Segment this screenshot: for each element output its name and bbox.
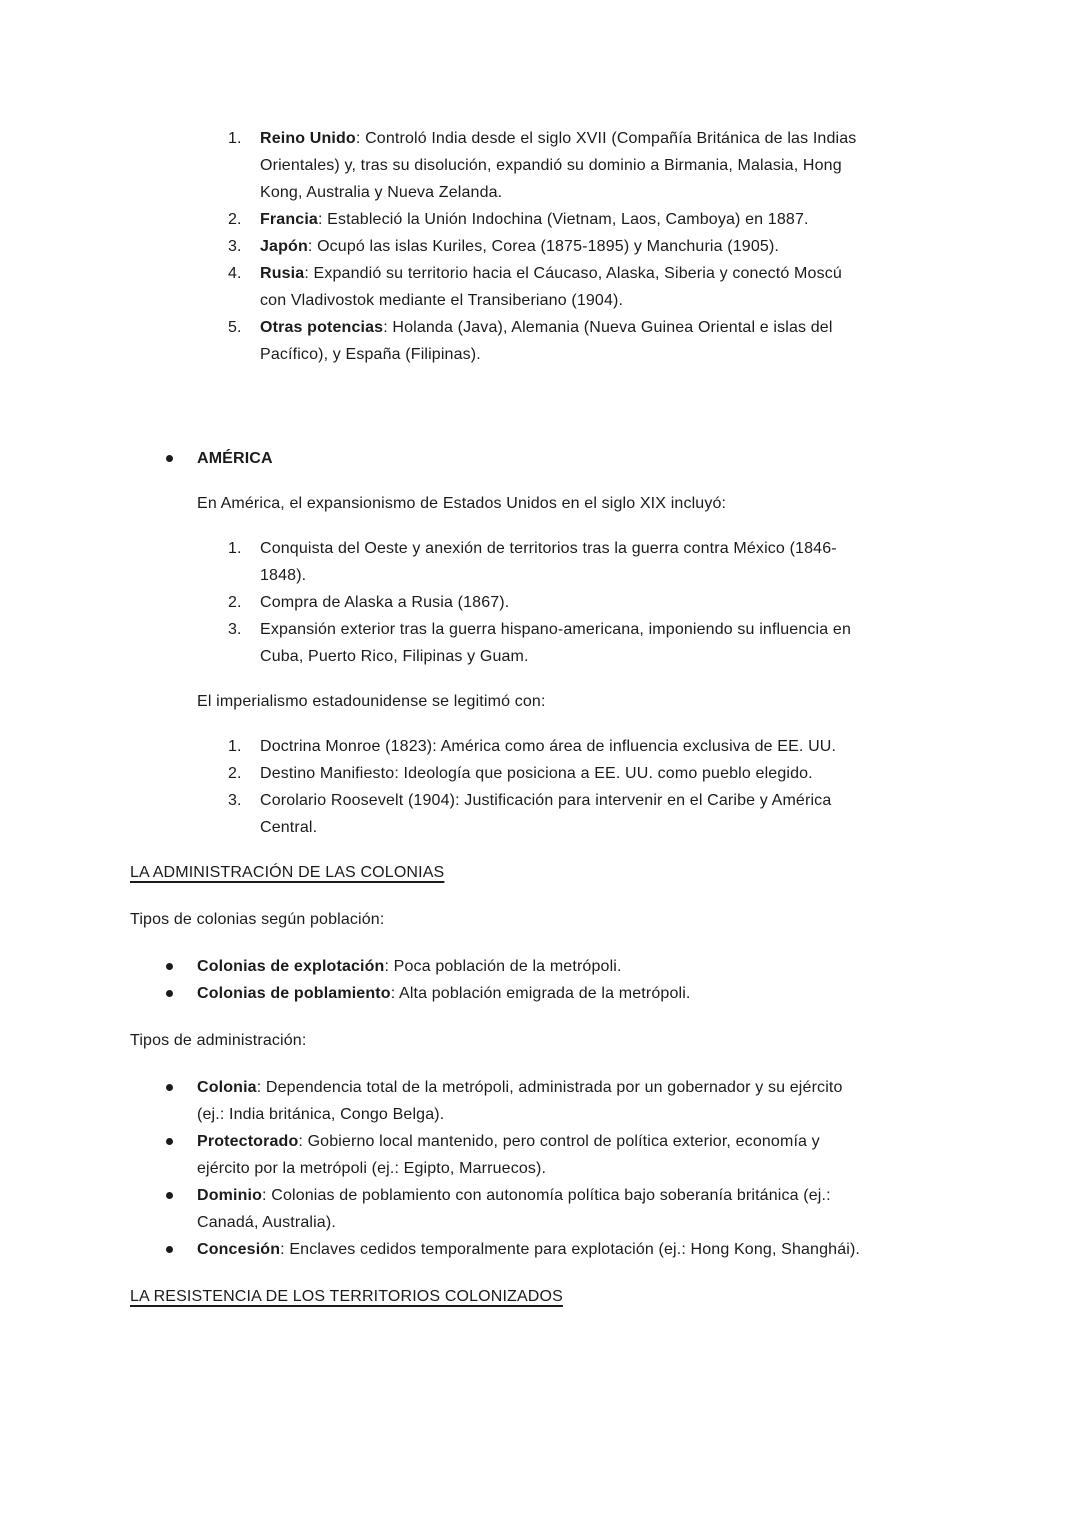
america-heading-label: AMÉRICA — [197, 450, 273, 467]
item-rest: : Colonias de poblamiento con autonomía política bajo soberanía británica (ej.: Canadá, Australia). — [197, 1187, 831, 1231]
item-text — [197, 1133, 820, 1177]
colonial-powers-list — [130, 125, 950, 368]
item-rest: : Dependencia total de la metrópoli, administrada por un gobernador y su ejército (ej.: India británica, Congo Belga). — [197, 1079, 843, 1123]
item-text: Compra de Alaska a Rusia (1867). — [260, 594, 510, 611]
item-lead: Reino Unido — [260, 130, 356, 147]
list-item — [130, 616, 870, 670]
item-text — [197, 985, 691, 1002]
item-text — [197, 1079, 843, 1123]
item-text — [260, 238, 779, 255]
item-text — [197, 958, 622, 975]
bullet-icon — [166, 1192, 173, 1199]
administration-types-list — [130, 1074, 950, 1263]
item-lead: Japón — [260, 238, 308, 255]
bullet-icon — [166, 1138, 173, 1145]
item-rest: : Estableció la Unión Indochina (Vietnam, Laos, Camboya) en 1887. — [317, 211, 809, 228]
list-item-rusia — [130, 260, 870, 314]
item-rest: : Holanda (Java), Alemania (Nueva Guinea Oriental e islas del Pacífico), y España (Filipinas). — [260, 319, 833, 363]
item-lead: Concesión — [197, 1241, 281, 1258]
population-intro-paragraph: Tipos de colonias según población: — [130, 911, 385, 928]
section-heading-administration: LA ADMINISTRACIÓN DE LAS COLONIAS — [130, 864, 445, 881]
america-intro-paragraph: En América, el expansionismo de Estados Unidos en el siglo XIX incluyó: — [197, 495, 727, 512]
us-expansion-list — [130, 535, 950, 670]
item-lead: Colonia — [197, 1079, 257, 1096]
item-rest: : Controló India desde el siglo XVII (Compañía Británica de las Indias Orientales) y, tras su disolución, expandió su dominio a Birmania, Malasia, Hong Kong, Australia y Nueva Zelanda. — [260, 130, 857, 201]
list-item-japon — [130, 233, 870, 260]
item-lead: Colonias de explotación — [197, 958, 385, 975]
item-rest: : Expandió su territorio hacia el Cáucaso, Alaska, Siberia y conectó Moscú con Vladivostok mediante el Transiberiano (1904). — [260, 265, 842, 309]
list-item-protectorado — [130, 1128, 867, 1182]
list-number: 2. — [228, 211, 242, 228]
item-text: Destino Manifiesto: Ideología que posiciona a EE. UU. como pueblo elegido. — [260, 765, 813, 782]
list-item-colonias-explotacion — [130, 953, 867, 980]
item-text: Expansión exterior tras la guerra hispano-americana, imponiendo su influencia en Cuba, Puerto Rico, Filipinas y Guam. — [260, 621, 851, 665]
item-lead: Dominio — [197, 1187, 263, 1204]
blank-paragraph-spacer — [130, 386, 950, 445]
item-text — [197, 1187, 831, 1231]
list-item — [130, 535, 870, 589]
item-text: Corolario Roosevelt (1904): Justificación para intervenir en el Caribe y América Central. — [260, 792, 832, 836]
item-text — [260, 319, 833, 363]
list-number: 1. — [228, 540, 242, 557]
admin-intro-paragraph: Tipos de administración: — [130, 1032, 307, 1049]
item-lead: Francia — [260, 211, 318, 228]
list-item-dominio — [130, 1182, 867, 1236]
list-item-concesion — [130, 1236, 867, 1263]
item-rest: : Poca población de la metrópoli. — [384, 958, 622, 975]
list-number: 2. — [228, 765, 242, 782]
list-item-reino-unido — [130, 125, 870, 206]
list-item-otras-potencias — [130, 314, 870, 368]
list-item — [130, 787, 870, 841]
list-item — [130, 589, 870, 616]
item-lead: Rusia — [260, 265, 305, 282]
item-rest: : Alta población emigrada de la metrópoli. — [390, 985, 691, 1002]
item-text — [260, 211, 809, 228]
section-heading-resistance: LA RESISTENCIA DE LOS TERRITORIOS COLONIZADOS — [130, 1288, 563, 1305]
legitimacy-list — [130, 733, 950, 841]
item-text — [260, 265, 842, 309]
item-text — [260, 130, 856, 201]
item-rest: : Ocupó las islas Kuriles, Corea (1875-1895) y Manchuria (1905). — [307, 238, 780, 255]
bullet-icon — [166, 990, 173, 997]
legitimacy-intro-paragraph: El imperialismo estadounidense se legitimó con: — [197, 693, 546, 710]
list-item — [130, 733, 870, 760]
list-item-francia — [130, 206, 870, 233]
bullet-icon — [166, 963, 173, 970]
list-number: 1. — [228, 738, 242, 755]
population-types-list — [130, 953, 950, 1007]
item-rest: : Gobierno local mantenido, pero control de política exterior, economía y ejército por la metrópoli (ej.: Egipto, Marruecos). — [197, 1133, 820, 1177]
bullet-icon — [166, 1246, 173, 1253]
item-lead: Colonias de poblamiento — [197, 985, 391, 1002]
item-text: Conquista del Oeste y anexión de territorios tras la guerra contra México (1846-1848). — [260, 540, 837, 584]
list-item-colonia — [130, 1074, 867, 1128]
america-bullet-heading — [130, 445, 867, 472]
item-text — [197, 1241, 860, 1258]
list-number: 2. — [228, 594, 242, 611]
list-number: 3. — [228, 621, 242, 638]
item-lead: Protectorado — [197, 1133, 299, 1150]
list-number: 3. — [228, 238, 242, 255]
bullet-icon — [166, 1084, 173, 1091]
list-item — [130, 760, 870, 787]
list-number: 1. — [228, 130, 242, 147]
bullet-icon — [166, 455, 173, 462]
list-item-colonias-poblamiento — [130, 980, 867, 1007]
list-number: 4. — [228, 265, 242, 282]
item-lead: Otras potencias — [260, 319, 384, 336]
item-text: Doctrina Monroe (1823): América como área de influencia exclusiva de EE. UU. — [260, 738, 837, 755]
list-number: 5. — [228, 319, 242, 336]
item-rest: : Enclaves cedidos temporalmente para explotación (ej.: Hong Kong, Shanghái). — [280, 1241, 861, 1258]
list-number: 3. — [228, 792, 242, 809]
